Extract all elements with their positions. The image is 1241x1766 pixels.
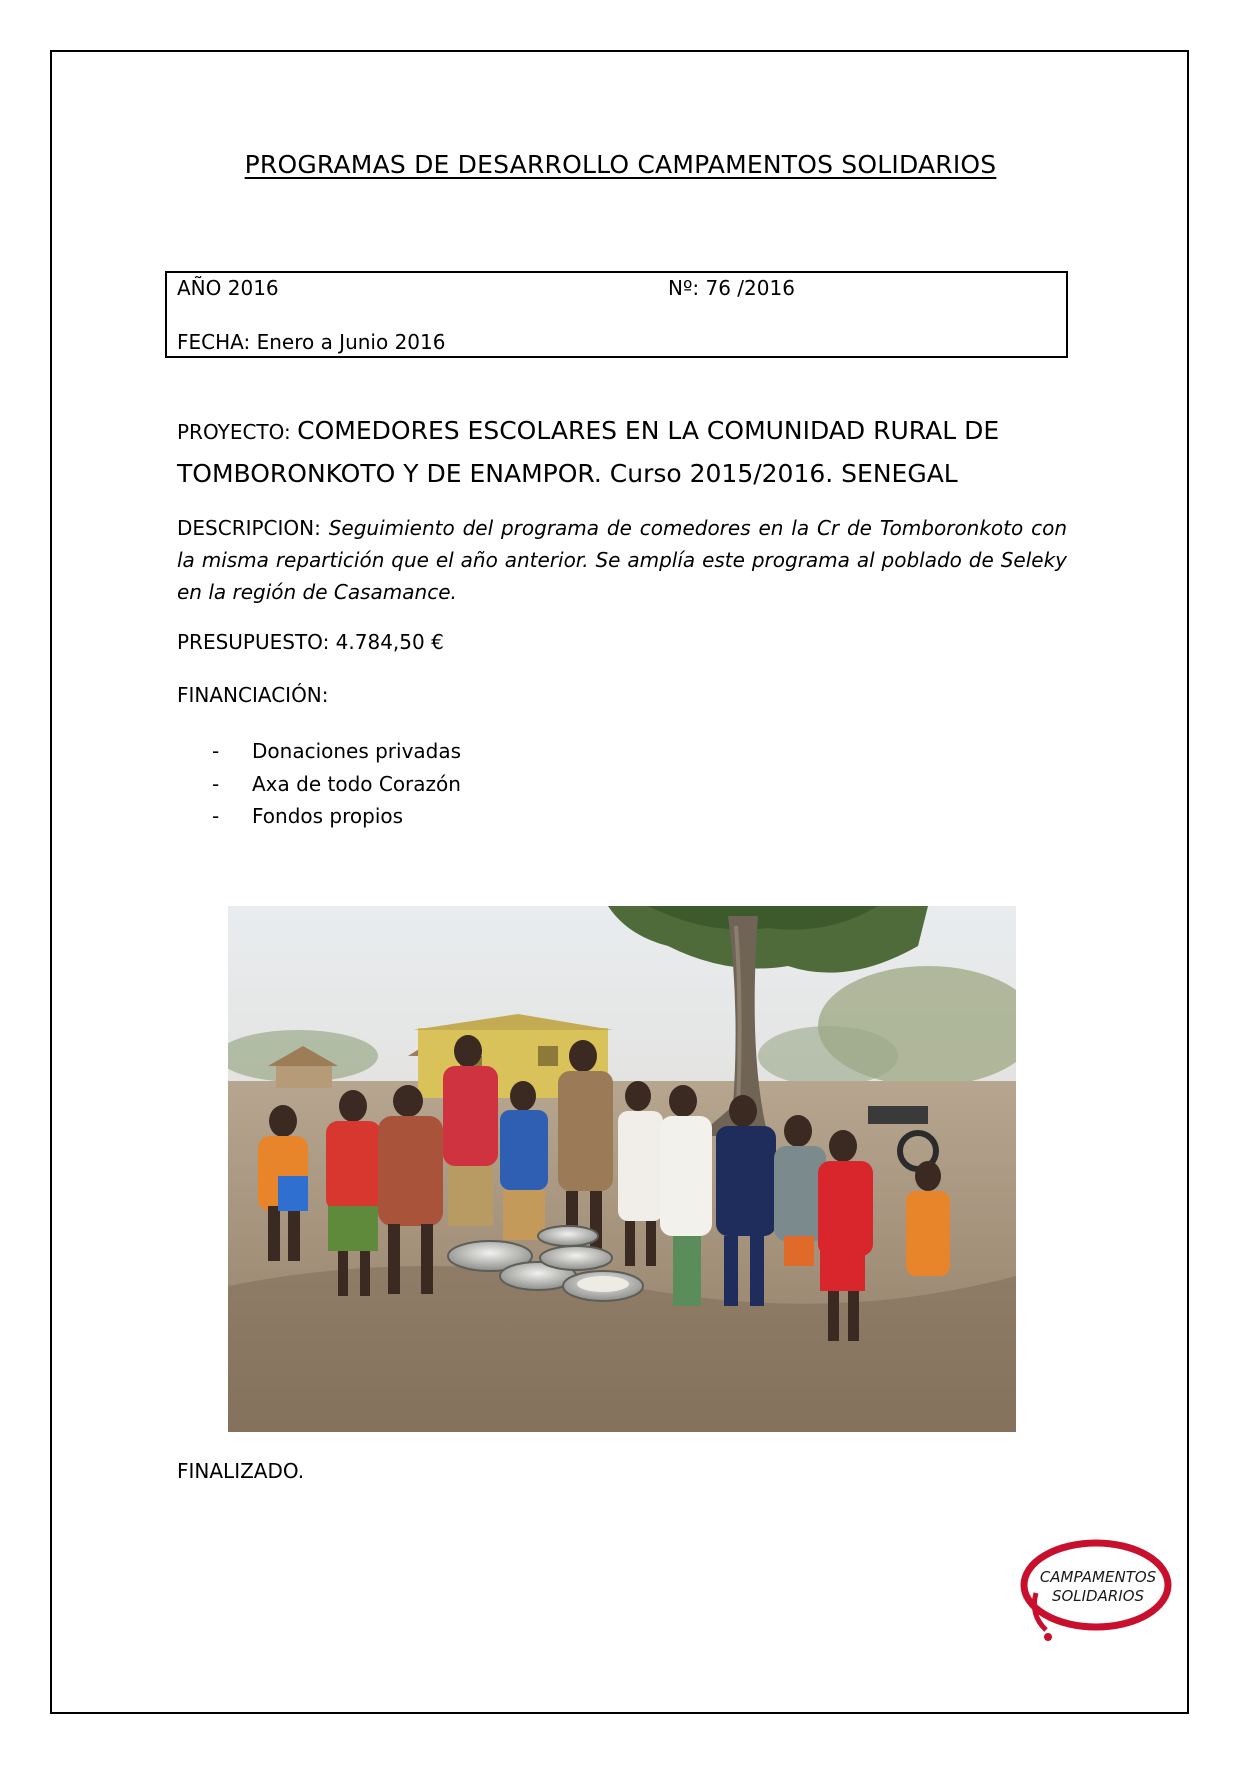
info-box (165, 271, 1068, 358)
funding-list (212, 735, 461, 833)
list-item (212, 768, 461, 801)
list-bullet: - (212, 804, 220, 828)
project-photo (228, 906, 1016, 1432)
budget-line: PRESUPUESTO: 4.784,50 € (177, 630, 444, 654)
funding-source: Donaciones privadas (252, 739, 462, 763)
project-section (177, 410, 1077, 494)
logo-text-line1: CAMPAMENTOS (1039, 1568, 1157, 1586)
description-label: DESCRIPCION: (177, 516, 329, 540)
project-label: PROYECTO: (177, 420, 298, 444)
date-field: FECHA: Enero a Junio 2016 (177, 330, 446, 354)
status-text: FINALIZADO. (177, 1459, 305, 1483)
document-title: PROGRAMAS DE DESARROLLO CAMPAMENTOS SOLIDARIOS (244, 150, 997, 179)
funding-label: FINANCIACIÓN: (177, 683, 329, 707)
project-title: COMEDORES ESCOLARES EN LA COMUNIDAD RURAL DE TOMBORONKOTO Y DE ENAMPOR. Curso 2015/2016. SENEGAL (177, 416, 1000, 488)
year-field: AÑO 2016 (177, 276, 279, 300)
description-text: Seguimiento del programa de comedores en la Cr de Tomboronkoto con la misma repartición que el año anterior. Se amplía este programa al poblado de Seleky en la región de Casamance. (177, 516, 1067, 604)
list-item (212, 735, 461, 768)
logo-text-line2: SOLIDARIOS (1051, 1587, 1145, 1605)
list-bullet: - (212, 771, 220, 796)
funding-source: Fondos propios (252, 804, 404, 828)
number-field: Nº: 76 /2016 (668, 276, 795, 300)
campamentos-solidarios-logo (1016, 1535, 1174, 1647)
list-bullet: - (212, 739, 220, 763)
list-item (212, 800, 461, 833)
funding-source: Axa de todo Corazón (252, 771, 461, 796)
description-section (177, 512, 1067, 608)
